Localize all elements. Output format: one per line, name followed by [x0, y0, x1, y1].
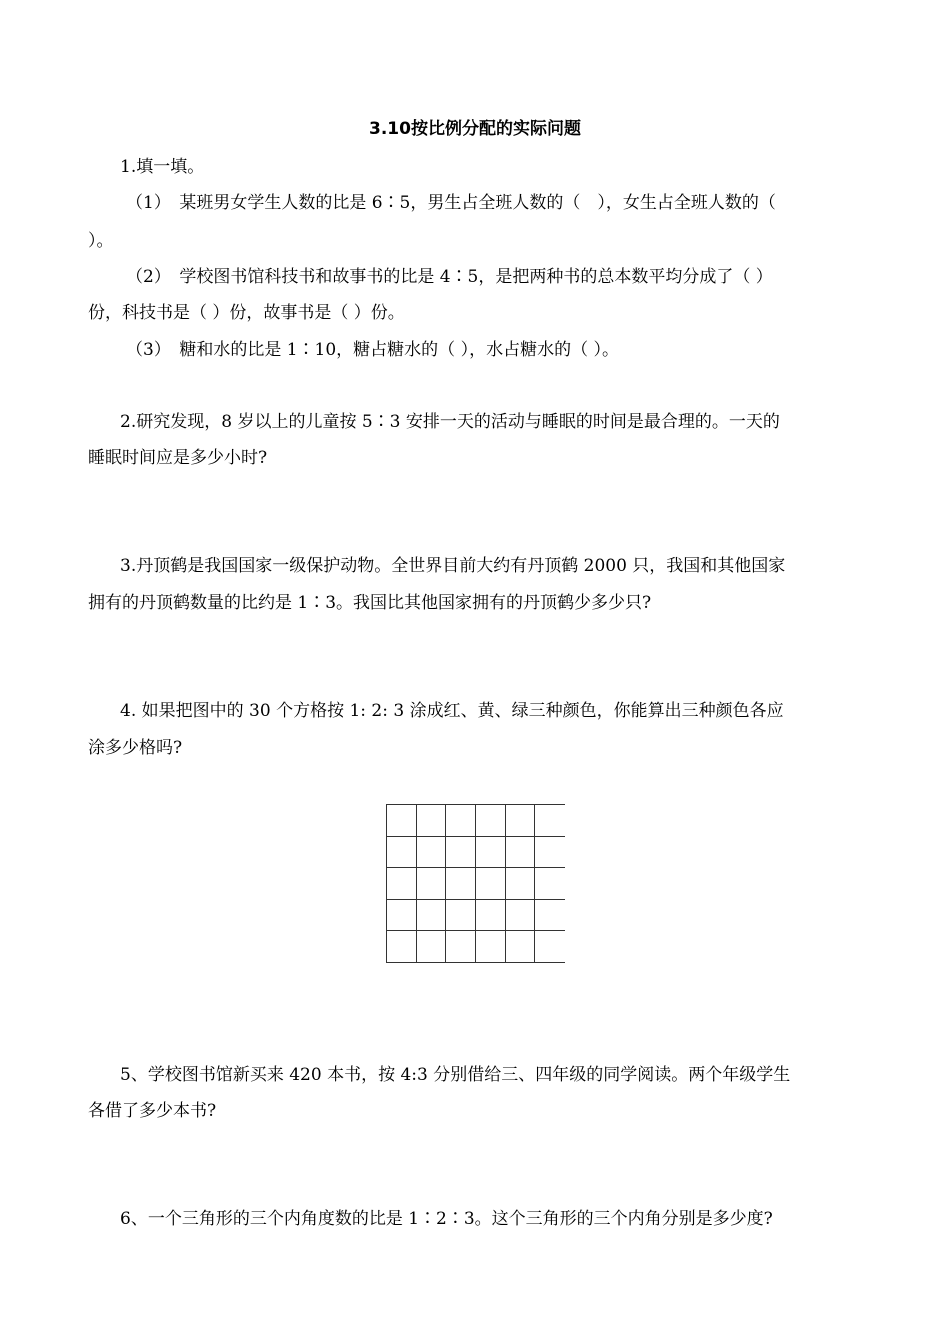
grid-cell — [506, 900, 536, 932]
grid-cell — [446, 931, 476, 963]
page-title: 3.10按比例分配的实际问题 — [369, 119, 581, 139]
grid-cell — [506, 837, 536, 869]
question-1-item-1-line-1: （1） 某班男女学生人数的比是 6∶5，男生占全班人数的（ ），女生占全班人数的（ — [126, 193, 776, 213]
grid-cell — [476, 931, 506, 963]
question-4-line-1: 4. 如果把图中的 30 个方格按 1: 2: 3 涂成红、黄、绿三种颜色，你能算出三种颜色各应 — [120, 701, 784, 721]
grid-cell — [535, 900, 565, 932]
grid-cell — [417, 931, 447, 963]
question-2-line-1: 2.研究发现，8 岁以上的儿童按 5∶3 安排一天的活动与睡眠的时间是最合理的。一天的 — [120, 412, 780, 432]
grid-cell — [476, 805, 506, 837]
grid-cell — [535, 868, 565, 900]
grid-cell — [387, 805, 417, 837]
grid-cell — [387, 837, 417, 869]
grid-cell — [446, 868, 476, 900]
grid-cell — [446, 837, 476, 869]
grid-cell — [387, 900, 417, 932]
question-3-line-2: 拥有的丹顶鹤数量的比约是 1∶3。我国比其他国家拥有的丹顶鹤少多少只? — [88, 593, 652, 613]
grid-cell — [417, 837, 447, 869]
grid-cell — [476, 900, 506, 932]
square-grid — [386, 804, 565, 963]
question-3-line-1: 3.丹顶鹤是我国国家一级保护动物。全世界目前大约有丹顶鹤 2000 只，我国和其他国家 — [120, 556, 786, 576]
question-5-line-2: 各借了多少本书? — [88, 1101, 217, 1121]
grid-cell — [535, 837, 565, 869]
question-1-heading: 1.填一填。 — [120, 157, 205, 177]
grid-cell — [387, 868, 417, 900]
grid-cell — [417, 805, 447, 837]
question-1-item-2-line-2: 份，科技书是（ ）份，故事书是（ ）份。 — [88, 303, 405, 323]
question-6-line-1: 6、一个三角形的三个内角度数的比是 1∶2∶3。这个三角形的三个内角分别是多少度? — [120, 1209, 773, 1229]
grid-cell — [446, 900, 476, 932]
question-5-line-1: 5、学校图书馆新买来 420 本书，按 4:3 分别借给三、四年级的同学阅读。两个年级学生 — [120, 1065, 791, 1085]
question-1-item-2-line-1: （2） 学校图书馆科技书和故事书的比是 4∶5，是把两种书的总本数平均分成了（ ） — [126, 267, 773, 287]
grid-cell — [476, 868, 506, 900]
question-1-item-1-line-2: ）。 — [88, 231, 114, 251]
grid-cell — [387, 931, 417, 963]
question-2-line-2: 睡眠时间应是多少小时? — [88, 448, 268, 468]
grid-cell — [476, 837, 506, 869]
grid-cell — [506, 931, 536, 963]
grid-cell — [417, 868, 447, 900]
grid-cell — [506, 805, 536, 837]
question-1-item-3: （3） 糖和水的比是 1∶10，糖占糖水的（ ），水占糖水的（ ）。 — [126, 340, 619, 360]
question-4-line-2: 涂多少格吗? — [88, 738, 183, 758]
grid-cell — [535, 805, 565, 837]
grid-cell — [446, 805, 476, 837]
grid-cell — [417, 900, 447, 932]
grid-cell — [506, 868, 536, 900]
grid-cell — [535, 931, 565, 963]
